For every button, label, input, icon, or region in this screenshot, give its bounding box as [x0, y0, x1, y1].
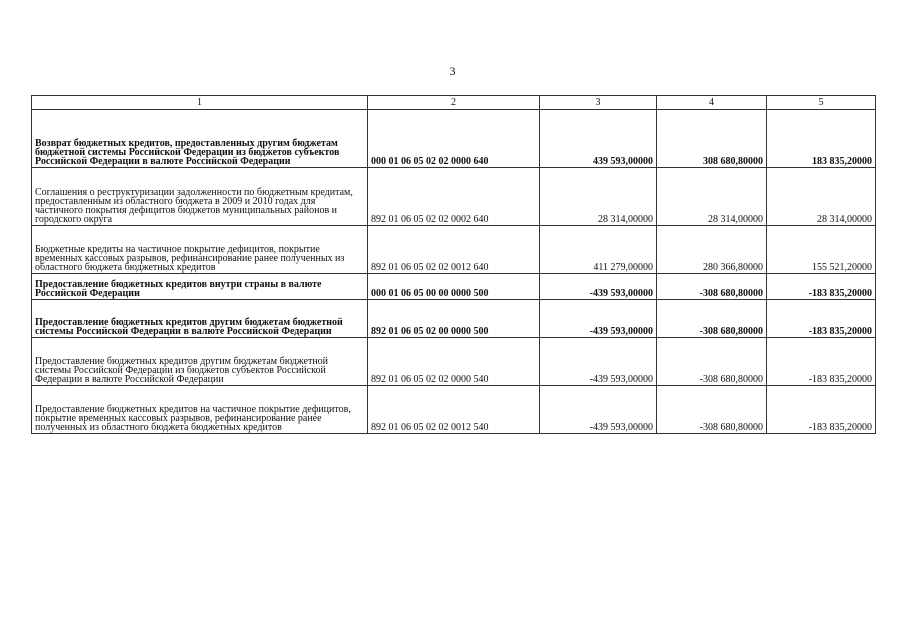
row-value-year-2: -308 680,80000	[657, 386, 767, 434]
row-value-year-2: 28 314,00000	[657, 168, 767, 226]
row-code: 000 01 06 05 00 00 0000 500	[368, 274, 540, 300]
row-value-year-2: 308 680,80000	[657, 110, 767, 168]
table-row	[32, 386, 876, 434]
row-value-year-1: -439 593,00000	[540, 386, 657, 434]
row-value-year-3: -183 835,20000	[767, 274, 876, 300]
row-value-year-1: -439 593,00000	[540, 274, 657, 300]
row-name: Предоставление бюджетных кредитов внутри страны в валюте Российской Федерации	[32, 274, 368, 300]
row-name: Предоставление бюджетных кредитов другим бюджетам бюджетной системы Российской Федерации в валюте Российской Федерации	[32, 300, 368, 338]
row-name: Предоставление бюджетных кредитов на частичное покрытие дефицитов, покрытие временных кассовых разрывов, рефинансирование ранее полученных из областного бюджета бюджетных кредитов	[32, 386, 368, 434]
row-value-year-3: -183 835,20000	[767, 300, 876, 338]
row-value-year-3: 28 314,00000	[767, 168, 876, 226]
page-number: 3	[449, 64, 456, 78]
row-value-year-2: 280 366,80000	[657, 226, 767, 274]
column-header-2: 2	[368, 96, 540, 110]
row-code: 892 01 06 05 02 00 0000 500	[368, 300, 540, 338]
row-name: Предоставление бюджетных кредитов другим бюджетам бюджетной системы Российской Федерации из бюджетов субъектов Российской Федерации в валюте Российской Федерации	[32, 338, 368, 386]
column-header-1: 1	[32, 96, 368, 110]
row-value-year-1: 411 279,00000	[540, 226, 657, 274]
row-value-year-1: -439 593,00000	[540, 300, 657, 338]
row-value-year-3: -183 835,20000	[767, 386, 876, 434]
table-row	[32, 274, 876, 300]
row-value-year-2: -308 680,80000	[657, 338, 767, 386]
row-value-year-3: -183 835,20000	[767, 338, 876, 386]
row-code: 892 01 06 05 02 02 0002 640	[368, 168, 540, 226]
table-row	[32, 168, 876, 226]
table-row	[32, 226, 876, 274]
row-value-year-2: -308 680,80000	[657, 274, 767, 300]
table-row	[32, 300, 876, 338]
row-code: 892 01 06 05 02 02 0012 640	[368, 226, 540, 274]
row-value-year-2: -308 680,80000	[657, 300, 767, 338]
column-header-5: 5	[767, 96, 876, 110]
column-header-4: 4	[657, 96, 767, 110]
row-code: 000 01 06 05 02 02 0000 640	[368, 110, 540, 168]
row-value-year-1: 439 593,00000	[540, 110, 657, 168]
budget-credits-table	[31, 95, 876, 434]
row-value-year-3: 155 521,20000	[767, 226, 876, 274]
row-code: 892 01 06 05 02 02 0000 540	[368, 338, 540, 386]
row-name: Соглашения о реструктуризации задолженности по бюджетным кредитам, предоставленным из областного бюджета в 2009 и 2010 годах для частичного покрытия дефицитов бюджетов муниципальных районов и городского округа	[32, 168, 368, 226]
row-value-year-1: 28 314,00000	[540, 168, 657, 226]
table-header-row	[32, 96, 876, 110]
row-value-year-3: 183 835,20000	[767, 110, 876, 168]
row-name: Бюджетные кредиты на частичное покрытие дефицитов, покрытие временных кассовых разрывов, рефинансирование ранее полученных из областного бюджета бюджетных кредитов	[32, 226, 368, 274]
column-header-3: 3	[540, 96, 657, 110]
row-code: 892 01 06 05 02 02 0012 540	[368, 386, 540, 434]
row-name: Возврат бюджетных кредитов, предоставленных другим бюджетам бюджетной системы Российской Федерации из бюджетов субъектов Российской Федерации в валюте Российской Федерации	[32, 110, 368, 168]
table-row	[32, 110, 876, 168]
table-row	[32, 338, 876, 386]
row-value-year-1: -439 593,00000	[540, 338, 657, 386]
